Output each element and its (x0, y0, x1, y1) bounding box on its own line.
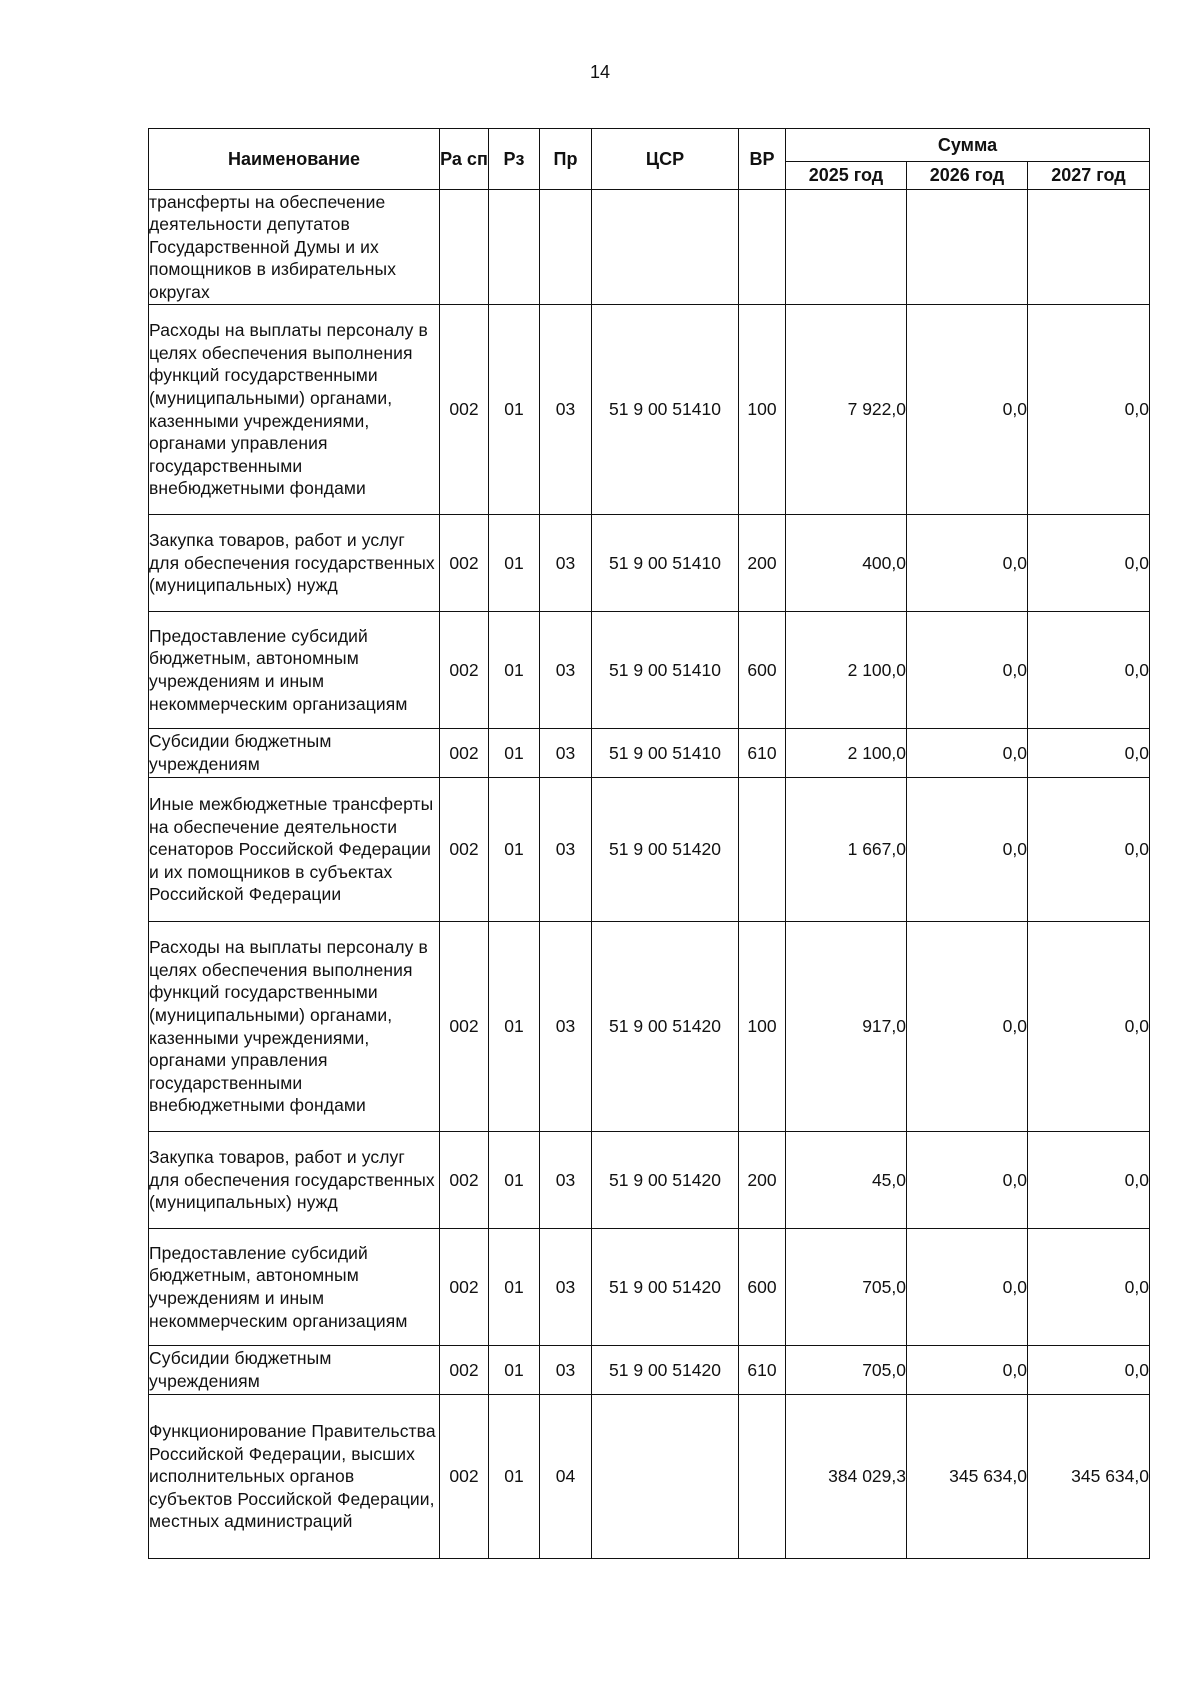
row-2027: 0,0 (1028, 1132, 1150, 1229)
row-rasp: 002 (440, 1229, 489, 1346)
row-pr (540, 190, 592, 305)
row-vr: 200 (739, 515, 786, 612)
row-2027: 0,0 (1028, 305, 1150, 515)
row-pr: 04 (540, 1395, 592, 1559)
row-csr: 51 9 00 51410 (592, 729, 739, 778)
row-csr: 51 9 00 51410 (592, 305, 739, 515)
table-body (149, 190, 1150, 1559)
row-name: Закупка товаров, работ и услуг для обеспечения государственных (муниципальных) нужд (149, 515, 440, 612)
row-2025: 400,0 (786, 515, 907, 612)
row-2026: 0,0 (907, 1346, 1028, 1395)
table-row (149, 190, 1150, 305)
table-row (149, 1132, 1150, 1229)
row-2027: 0,0 (1028, 922, 1150, 1132)
row-rasp: 002 (440, 729, 489, 778)
row-2026 (907, 190, 1028, 305)
row-csr: 51 9 00 51410 (592, 515, 739, 612)
row-csr (592, 1395, 739, 1559)
row-rz (489, 190, 540, 305)
row-rasp: 002 (440, 612, 489, 729)
row-name: Закупка товаров, работ и услуг для обеспечения государственных (муниципальных) нужд (149, 1132, 440, 1229)
row-2025: 45,0 (786, 1132, 907, 1229)
row-pr: 03 (540, 612, 592, 729)
row-pr: 03 (540, 305, 592, 515)
table-row (149, 1346, 1150, 1395)
row-2025: 2 100,0 (786, 729, 907, 778)
row-pr: 03 (540, 922, 592, 1132)
row-name: Расходы на выплаты персоналу в целях обеспечения выполнения функций государственными (муниципальными) органами, казенными учреждениями, органами управления государственными внебюджетными фондами (149, 922, 440, 1132)
row-vr: 200 (739, 1132, 786, 1229)
row-name: Предоставление субсидий бюджетным, автономным учреждениям и иным некоммерческим организациям (149, 1229, 440, 1346)
table-row (149, 778, 1150, 922)
row-rz: 01 (489, 778, 540, 922)
row-2027: 0,0 (1028, 729, 1150, 778)
table-row (149, 922, 1150, 1132)
row-rasp: 002 (440, 1395, 489, 1559)
row-rz: 01 (489, 1346, 540, 1395)
row-pr: 03 (540, 1132, 592, 1229)
header-year-2027: 2027 год (1028, 162, 1150, 190)
row-2027: 0,0 (1028, 778, 1150, 922)
header-summa: Сумма (786, 129, 1150, 162)
row-vr (739, 1395, 786, 1559)
row-rz: 01 (489, 922, 540, 1132)
row-name: Функционирование Правительства Российской Федерации, высших исполнительных органов субъектов Российской Федерации, местных администраций (149, 1395, 440, 1559)
row-vr (739, 778, 786, 922)
row-rz: 01 (489, 612, 540, 729)
row-pr: 03 (540, 1346, 592, 1395)
row-name: Субсидии бюджетным учреждениям (149, 729, 440, 778)
table-row (149, 1395, 1150, 1559)
row-2027: 0,0 (1028, 1346, 1150, 1395)
row-rz: 01 (489, 1395, 540, 1559)
row-vr (739, 190, 786, 305)
row-rz: 01 (489, 729, 540, 778)
row-vr: 100 (739, 922, 786, 1132)
row-rz: 01 (489, 305, 540, 515)
row-csr: 51 9 00 51420 (592, 778, 739, 922)
budget-table (148, 128, 1150, 1559)
row-2026: 0,0 (907, 305, 1028, 515)
row-rasp (440, 190, 489, 305)
row-2025: 384 029,3 (786, 1395, 907, 1559)
row-pr: 03 (540, 1229, 592, 1346)
row-vr: 100 (739, 305, 786, 515)
table-row (149, 729, 1150, 778)
row-vr: 610 (739, 1346, 786, 1395)
row-csr: 51 9 00 51410 (592, 612, 739, 729)
row-2027: 0,0 (1028, 1229, 1150, 1346)
row-rz: 01 (489, 1229, 540, 1346)
row-name: Расходы на выплаты персоналу в целях обеспечения выполнения функций государственными (муниципальными) органами, казенными учреждениями, органами управления государственными внебюджетными фондами (149, 305, 440, 515)
row-rasp: 002 (440, 922, 489, 1132)
row-vr: 610 (739, 729, 786, 778)
row-rasp: 002 (440, 305, 489, 515)
row-rasp: 002 (440, 1346, 489, 1395)
row-2026: 0,0 (907, 1132, 1028, 1229)
row-2025: 2 100,0 (786, 612, 907, 729)
row-2026: 0,0 (907, 612, 1028, 729)
row-2025: 7 922,0 (786, 305, 907, 515)
row-name: Предоставление субсидий бюджетным, автономным учреждениям и иным некоммерческим организациям (149, 612, 440, 729)
row-2026: 0,0 (907, 1229, 1028, 1346)
row-pr: 03 (540, 729, 592, 778)
row-rasp: 002 (440, 1132, 489, 1229)
row-name: Иные межбюджетные трансферты на обеспечение деятельности сенаторов Российской Федерации и их помощников в субъектах Российской Федерации (149, 778, 440, 922)
header-rz: Рз (489, 129, 540, 190)
row-2027: 0,0 (1028, 612, 1150, 729)
row-2026: 0,0 (907, 515, 1028, 612)
row-2027: 345 634,0 (1028, 1395, 1150, 1559)
row-csr: 51 9 00 51420 (592, 1346, 739, 1395)
row-name: трансферты на обеспечение деятельности депутатов Государственной Думы и их помощников в избирательных округах (149, 190, 440, 305)
row-2026: 0,0 (907, 778, 1028, 922)
row-2026: 0,0 (907, 922, 1028, 1132)
row-2025: 705,0 (786, 1346, 907, 1395)
row-2025: 705,0 (786, 1229, 907, 1346)
table-row (149, 1229, 1150, 1346)
row-2025: 917,0 (786, 922, 907, 1132)
row-rasp: 002 (440, 778, 489, 922)
row-2027 (1028, 190, 1150, 305)
row-csr: 51 9 00 51420 (592, 1132, 739, 1229)
header-pr: Пр (540, 129, 592, 190)
row-2027: 0,0 (1028, 515, 1150, 612)
row-csr: 51 9 00 51420 (592, 922, 739, 1132)
row-2025: 1 667,0 (786, 778, 907, 922)
table-row (149, 515, 1150, 612)
row-rz: 01 (489, 515, 540, 612)
table-header (149, 129, 1150, 190)
row-name: Субсидии бюджетным учреждениям (149, 1346, 440, 1395)
row-csr (592, 190, 739, 305)
table-row (149, 305, 1150, 515)
row-pr: 03 (540, 778, 592, 922)
header-rasp: Ра сп (440, 129, 489, 190)
row-rz: 01 (489, 1132, 540, 1229)
row-vr: 600 (739, 612, 786, 729)
header-vr: ВР (739, 129, 786, 190)
row-2026: 0,0 (907, 729, 1028, 778)
table-row (149, 612, 1150, 729)
row-2025 (786, 190, 907, 305)
header-year-2025: 2025 год (786, 162, 907, 190)
page-number: 14 (589, 62, 611, 82)
row-vr: 600 (739, 1229, 786, 1346)
header-name: Наименование (149, 129, 440, 190)
header-year-2026: 2026 год (907, 162, 1028, 190)
row-2026: 345 634,0 (907, 1395, 1028, 1559)
header-csr: ЦСР (592, 129, 739, 190)
row-csr: 51 9 00 51420 (592, 1229, 739, 1346)
row-pr: 03 (540, 515, 592, 612)
row-rasp: 002 (440, 515, 489, 612)
